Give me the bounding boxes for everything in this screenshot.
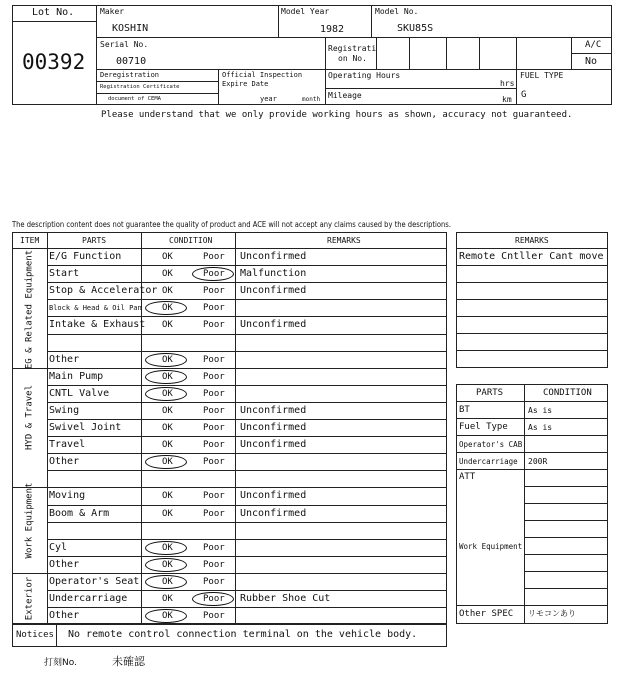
row-divider — [12, 573, 447, 574]
divider — [456, 401, 608, 402]
row-divider — [47, 556, 447, 557]
part-name: Other — [49, 456, 80, 468]
condition-ok: OK — [162, 576, 173, 587]
condition-ok: OK — [162, 286, 173, 297]
column-header-item: ITEM — [20, 236, 40, 245]
condition-ok: OK — [162, 559, 173, 570]
selected-condition-circle — [145, 541, 187, 555]
condition-poor: Poor — [203, 303, 225, 314]
group-label-exterior: Exterior — [24, 576, 35, 621]
divider — [12, 248, 447, 249]
part-name: Start — [49, 268, 80, 280]
part-name: Travel — [49, 439, 86, 451]
lot-label: Lot No. — [32, 7, 75, 18]
inspection-label: Official Inspection — [222, 71, 303, 79]
divider — [325, 88, 516, 89]
mileage-label: Mileage — [328, 91, 362, 100]
notices-text: No remote control connection terminal on the vehicle body. — [68, 629, 418, 640]
remarks-divider — [456, 316, 608, 317]
work-equipment-label: Work Equipment — [459, 542, 523, 551]
selected-condition-circle — [192, 592, 234, 606]
row-divider — [47, 522, 447, 523]
column-header-parts: PARTS — [82, 236, 107, 245]
condition-poor: Poor — [203, 423, 225, 433]
row-divider — [47, 470, 447, 471]
divider — [479, 37, 480, 69]
divider — [376, 37, 377, 69]
group-label-eg: EG & Related Equipment — [24, 249, 35, 370]
divider — [56, 624, 57, 647]
row-divider — [47, 607, 447, 608]
parts-panel-col-parts: PARTS — [476, 388, 504, 398]
remark-text: Unconfirmed — [240, 422, 307, 433]
bt-label: BT — [459, 405, 470, 415]
condition-poor: Poor — [203, 405, 225, 416]
part-name: Stop & Accelerator — [49, 285, 158, 297]
other-spec-value: リモコンあり — [528, 609, 576, 618]
row-divider — [47, 265, 447, 266]
condition-ok: OK — [162, 491, 173, 502]
condition-ok: OK — [162, 611, 173, 622]
remarks-panel-title: REMARKS — [515, 236, 549, 245]
operator-cab-label: Operator's CAB — [459, 440, 523, 449]
condition-poor: Poor — [203, 491, 225, 502]
maker-value: KOSHIN — [112, 23, 149, 34]
part-name: Swivel Joint — [49, 422, 122, 433]
condition-poor: Poor — [203, 508, 225, 519]
divider — [235, 232, 236, 624]
part-name: Operator's Seat — [49, 575, 140, 587]
selected-condition-circle — [145, 370, 187, 384]
divider — [524, 503, 608, 504]
fuel-type-row-value: As is — [528, 423, 553, 432]
row-divider — [47, 334, 447, 335]
maker-label: Maker — [100, 7, 125, 16]
part-name: Other — [49, 610, 80, 622]
row-divider — [47, 436, 447, 437]
condition-poor: Poor — [203, 320, 225, 331]
row-divider — [47, 419, 447, 420]
remark-text: Unconfirmed — [240, 251, 307, 262]
row-divider — [47, 351, 447, 352]
ac-label: A/C — [585, 40, 602, 50]
year-label: year — [260, 95, 277, 103]
parts-panel-col-condition: CONDITION — [543, 388, 592, 398]
condition-ok: OK — [162, 388, 173, 399]
condition-ok: OK — [162, 303, 173, 314]
lot-number: 00392 — [22, 50, 86, 74]
part-name: Swing — [49, 404, 80, 416]
remarks-line: Remote Cntller Cant move — [459, 251, 604, 262]
condition-ok: OK — [162, 354, 173, 365]
divider — [456, 418, 608, 419]
divider — [456, 605, 608, 606]
part-name: Other — [49, 353, 80, 365]
row-divider — [47, 299, 447, 300]
group-label-work: Work Equipment — [24, 482, 35, 559]
ac-value: No — [585, 56, 598, 67]
divider — [571, 53, 612, 54]
undercarriage-label: Undercarriage — [459, 457, 518, 466]
fuel-type-value: G — [521, 90, 527, 100]
divider — [524, 554, 608, 555]
divider — [409, 37, 410, 69]
registration-label: Registrati — [328, 44, 377, 53]
part-name: Moving — [49, 490, 86, 502]
row-divider — [47, 385, 447, 386]
divider — [524, 486, 608, 487]
remark-text: Unconfirmed — [240, 507, 307, 519]
part-name: CNTL Valve — [49, 387, 110, 399]
column-header-condition: CONDITION — [169, 236, 213, 245]
condition-poor: Poor — [203, 286, 225, 297]
condition-ok: OK — [162, 269, 173, 280]
row-divider — [47, 539, 447, 540]
condition-poor: Poor — [203, 252, 225, 262]
notices-label: Notices — [16, 630, 54, 640]
condition-poor: Poor — [203, 559, 225, 570]
condition-ok: OK — [162, 320, 173, 331]
condition-poor: Poor — [203, 440, 225, 451]
divider — [524, 537, 608, 538]
model-year-label: Model Year — [281, 7, 330, 16]
remark-text: Rubber Shoe Cut — [240, 593, 331, 604]
condition-ok: OK — [162, 594, 173, 604]
divider — [524, 571, 608, 572]
row-divider — [47, 590, 447, 591]
condition-poor: Poor — [203, 269, 225, 280]
divider — [456, 435, 608, 436]
row-divider — [47, 282, 447, 283]
condition-poor: Poor — [203, 611, 225, 622]
other-spec-label: Other SPEC — [459, 609, 514, 619]
part-name: Intake & Exhaust — [49, 319, 146, 331]
remarks-divider — [456, 265, 608, 266]
condition-ok: OK — [162, 457, 173, 468]
description-disclaimer: The description content does not guarantee the quality of product and ACE will not accept any claims caused by the descriptions. — [12, 220, 451, 229]
selected-condition-circle — [145, 353, 187, 367]
divider — [47, 232, 48, 624]
month-label: month — [302, 96, 321, 103]
remark-text: Unconfirmed — [240, 490, 307, 502]
divider — [96, 37, 612, 38]
remarks-divider — [456, 333, 608, 334]
part-name: Cyl — [49, 541, 68, 553]
row-divider — [47, 505, 447, 506]
divider — [456, 248, 608, 249]
remark-text: Unconfirmed — [240, 404, 307, 416]
row-divider — [47, 402, 447, 403]
bt-value: As is — [528, 406, 553, 415]
divider — [96, 81, 218, 82]
part-name: Boom & Arm — [49, 507, 110, 519]
condition-ok: OK — [162, 252, 173, 262]
divider — [456, 469, 608, 470]
remarks-divider — [456, 299, 608, 300]
divider — [96, 5, 97, 105]
column-header-remarks: REMARKS — [327, 236, 361, 245]
condition-poor: Poor — [203, 371, 225, 382]
row-divider — [47, 316, 447, 317]
serial-value: 00710 — [116, 56, 147, 67]
condition-poor: Poor — [203, 594, 225, 604]
condition-ok: OK — [162, 405, 173, 416]
condition-ok: OK — [162, 371, 173, 382]
cema-label: document of CEMA — [108, 96, 161, 102]
divider — [325, 37, 326, 105]
divider — [278, 5, 279, 37]
condition-ok: OK — [162, 423, 173, 433]
stamp-value: 未確認 — [112, 655, 145, 668]
model-year-value: 1982 — [320, 24, 345, 35]
divider — [218, 69, 219, 105]
remarks-divider — [456, 350, 608, 351]
row-divider — [12, 368, 447, 369]
selected-condition-circle — [145, 558, 187, 572]
undercarriage-value: 200R — [528, 457, 548, 466]
divider — [371, 5, 372, 37]
condition-ok: OK — [162, 508, 173, 519]
hrs-label: hrs — [500, 79, 515, 88]
registration-certificate-label: Registration Certificate — [100, 84, 180, 90]
row-divider — [47, 453, 447, 454]
serial-label: Serial No. — [100, 40, 149, 49]
registration-label-2: on No. — [338, 54, 367, 63]
divider — [96, 69, 612, 70]
condition-poor: Poor — [203, 576, 225, 587]
operating-hours-label: Operating Hours — [328, 71, 401, 80]
condition-poor: Poor — [203, 354, 225, 365]
condition-poor: Poor — [203, 457, 225, 468]
part-name: E/G Function — [49, 251, 122, 262]
divider — [524, 588, 608, 589]
inspection-label-2: Expire Date — [222, 80, 269, 88]
km-label: km — [502, 95, 512, 104]
part-name: Main Pump — [49, 370, 104, 382]
remark-text: Malfunction — [240, 268, 307, 280]
condition-poor: Poor — [203, 542, 225, 553]
part-name: Block & Head & Oil Pan — [49, 304, 142, 313]
model-no-value: SKU85S — [397, 23, 434, 34]
remark-text: Unconfirmed — [240, 439, 307, 451]
divider — [516, 37, 517, 105]
part-name: Undercarriage — [49, 593, 128, 604]
remark-text: Unconfirmed — [240, 319, 307, 331]
remark-text: Unconfirmed — [240, 285, 307, 297]
fuel-type-row-label: Fuel Type — [459, 422, 508, 432]
row-divider — [12, 487, 447, 488]
remarks-divider — [456, 282, 608, 283]
divider — [524, 520, 608, 521]
selected-condition-circle — [145, 575, 187, 589]
selected-condition-circle — [145, 387, 187, 401]
divider — [12, 21, 97, 22]
stamp-label: 打刻No. — [44, 658, 77, 668]
divider — [456, 452, 608, 453]
group-label-hyd: HYD & Travel — [24, 384, 35, 451]
divider — [446, 37, 447, 69]
att-label: ATT — [459, 472, 476, 482]
part-name: Other — [49, 558, 80, 570]
condition-ok: OK — [162, 440, 173, 451]
condition-poor: Poor — [203, 388, 225, 399]
fuel-type-label: FUEL TYPE — [520, 71, 564, 80]
hours-disclaimer: Please understand that we only provide working hours as shown, accuracy not guaranteed. — [101, 110, 573, 120]
condition-ok: OK — [162, 542, 173, 553]
model-no-label: Model No. — [375, 7, 419, 16]
divider — [96, 93, 218, 94]
deregistration-label: Deregistration — [100, 71, 160, 79]
